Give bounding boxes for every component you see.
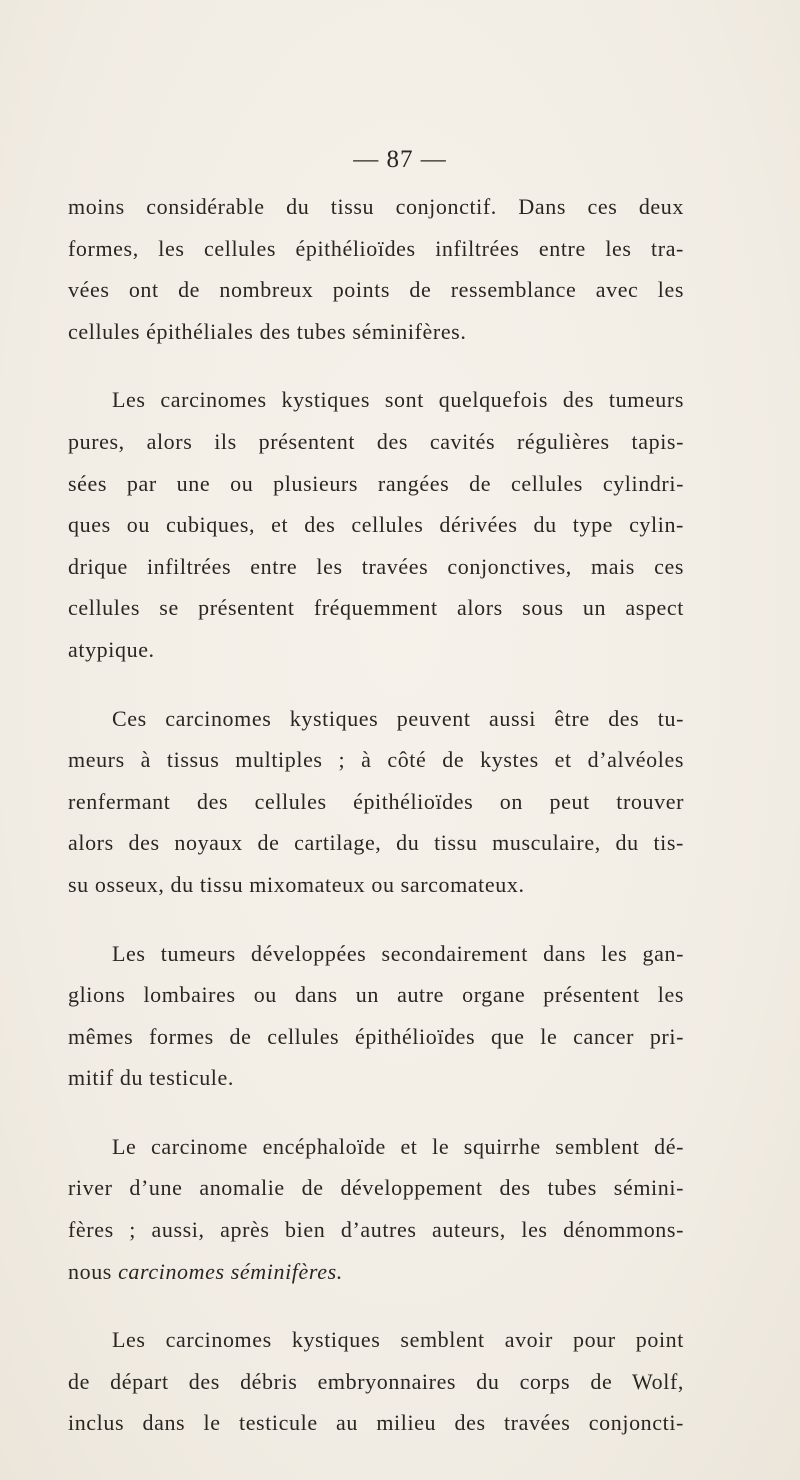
text-line: su osseux, du tissu mixomateux ou sarcomateux. — [68, 871, 525, 897]
text-line: alors des noyaux de cartilage, du tissu musculaire, du tis- — [68, 830, 684, 856]
text-line: mêmes formes de cellules épithélioïdes que le cancer pri- — [68, 1023, 684, 1049]
text-line: inclus dans le testicule au milieu des travées conjoncti- — [68, 1410, 684, 1436]
text-line: meurs à tissus multiples ; à côté de kystes et d’alvéoles — [68, 747, 684, 773]
paragraph-2 — [68, 379, 684, 670]
paragraph-1 — [68, 186, 684, 352]
page-number: — 87 — — [353, 146, 447, 173]
text-line: cellules se présentent fréquemment alors sous un aspect — [68, 595, 684, 621]
text-line: mitif du testicule. — [68, 1065, 234, 1091]
text-line: Les carcinomes kystiques semblent avoir pour point — [112, 1327, 684, 1353]
paragraph-3 — [68, 698, 684, 906]
text-line: Le carcinome encéphaloïde et le squirrhe semblent dé- — [112, 1133, 684, 1159]
paragraph-6 — [68, 1319, 684, 1444]
text-line: pures, alors ils présentent des cavités régulières tapis- — [68, 428, 684, 454]
italic-term: carcinomes séminifères. — [118, 1258, 343, 1284]
text-line: glions lombaires ou dans un autre organe présentent les — [68, 982, 684, 1008]
paragraph-5 — [68, 1126, 684, 1292]
text-line: fères ; aussi, après bien d’autres auteurs, les dénommons- — [68, 1217, 684, 1243]
text-line: drique infiltrées entre les travées conjonctives, mais ces — [68, 553, 684, 579]
text-run: nous — [68, 1258, 119, 1284]
text-line: renfermant des cellules épithélioïdes on peut trouver — [68, 788, 684, 814]
text-line: Les carcinomes kystiques sont quelquefois des tumeurs — [112, 387, 684, 413]
text-line: sées par une ou plusieurs rangées de cellules cylindri- — [68, 470, 684, 496]
text-line: formes, les cellules épithélioïdes infiltrées entre les tra- — [68, 235, 684, 261]
text-line: vées ont de nombreux points de ressemblance avec les — [68, 277, 684, 303]
text-line: de départ des débris embryonnaires du corps de Wolf, — [68, 1368, 684, 1394]
text-line: river d’une anomalie de développement des tubes sémini- — [68, 1175, 684, 1201]
text-line: moins considérable du tissu conjonctif. Dans ces deux — [68, 194, 684, 219]
text-line: cellules épithéliales des tubes séminifères. — [68, 318, 467, 344]
text-line: ques ou cubiques, et des cellules dérivées du type cylin- — [68, 512, 684, 538]
body-text — [68, 186, 684, 1471]
paragraph-4 — [68, 933, 684, 1099]
text-line — [68, 1251, 684, 1293]
text-line: Les tumeurs développées secondairement dans les gan- — [112, 940, 684, 966]
text-line: Ces carcinomes kystiques peuvent aussi être des tu- — [112, 705, 684, 731]
text-line: atypique. — [68, 636, 155, 662]
